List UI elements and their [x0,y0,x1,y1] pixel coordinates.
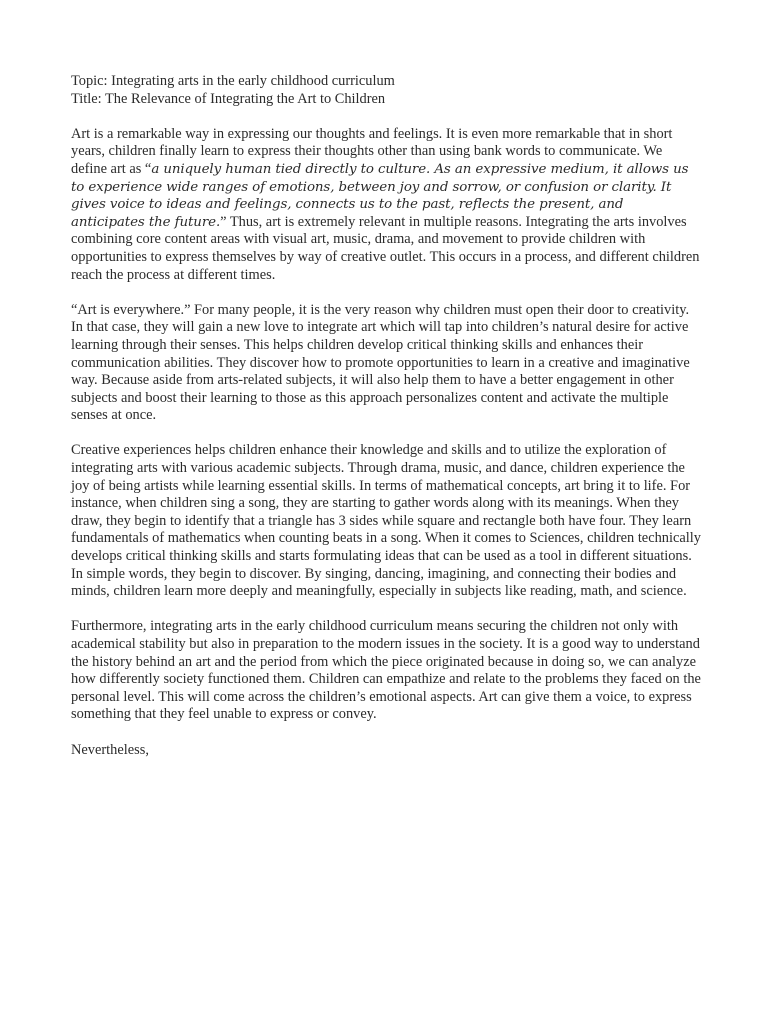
document-body [71,73,701,759]
art-definition-quote: a uniquely human tied directly to culture. As an expressive medium, it allows us to experience wide ranges of emotions, between joy and sorrow, or confusion or clarity. It gives voice to ideas and feelings, connects us to the past, reflects the present, and anticipates the future. [71,161,689,230]
paragraph-creative-experiences: Creative experiences helps children enhance their knowledge and skills and to utilize the exploration of integrating arts with various academic subjects. Through drama, music, and dance, children experience the joy of being artists while learning essential skills. In terms of mathematical concepts, art bring it to life. For instance, when children sing a song, they are starting to gather words along with its meanings. When they draw, they begin to identify that a triangle has 3 sides while square and rectangle both have four. They learn fundamentals of mathematics when counting beats in a song. When it comes to Sciences, children technically develops critical thinking skills and starts formulating ideas that can be used as a tool in different situations. In simple words, they begin to discover. By singing, dancing, imagining, and connecting their bodies and minds, children learn more deeply and meaningfully, especially in subjects like reading, math, and science. [71,442,701,600]
paragraph-intro-text-a: Art is a remarkable way in expressing our thoughts and feelings. It is even more remarkable that in short years, children finally learn to express their thoughts other than using bank words to communicate. We define art as “ [71,125,673,177]
paragraph-art-everywhere: “Art is everywhere.” For many people, it is the very reason why children must open their door to creativity. In that case, they will gain a new love to integrate art which will tap into children’s natural desire for active learning through their senses. This helps children develop critical thinking skills and enhances their communication abilities. They discover how to promote opportunities to learn in a creative and imaginative way. Because aside from arts-related subjects, it will also help them to have a better engagement in other subjects and boost their learning to those as this approach personalizes content and activate the multiple senses at once. [71,301,690,424]
paragraph-intro [71,126,701,284]
closing-line: Nevertheless, [71,741,149,758]
paragraph-intro-text-b: ” Thus, art is extremely relevant in multiple reasons. Integrating the arts involves combining core content areas with visual art, music, drama, and movement to provide children with opportunities to express themselves by way of creative outlet. This occurs in a process, and different children reach the process at different times. [71,213,700,283]
paragraph-furthermore: Furthermore, integrating arts in the early childhood curriculum means securing the children not only with academical stability but also in preparation to the modern issues in the society. It is a good way to understand the history behind an art and the period from which the piece originated because in doing so, we can analyze how differently society functioned them. Children can empathize and relate to the problems they faced on the personal level. This will come across the children’s emotional aspects. Art can give them a voice, to express something that they feel unable to express or convey. [71,618,701,723]
title-line: Title: The Relevance of Integrating the Art to Children [71,90,386,107]
topic-line: Topic: Integrating arts in the early childhood curriculum [71,73,395,89]
